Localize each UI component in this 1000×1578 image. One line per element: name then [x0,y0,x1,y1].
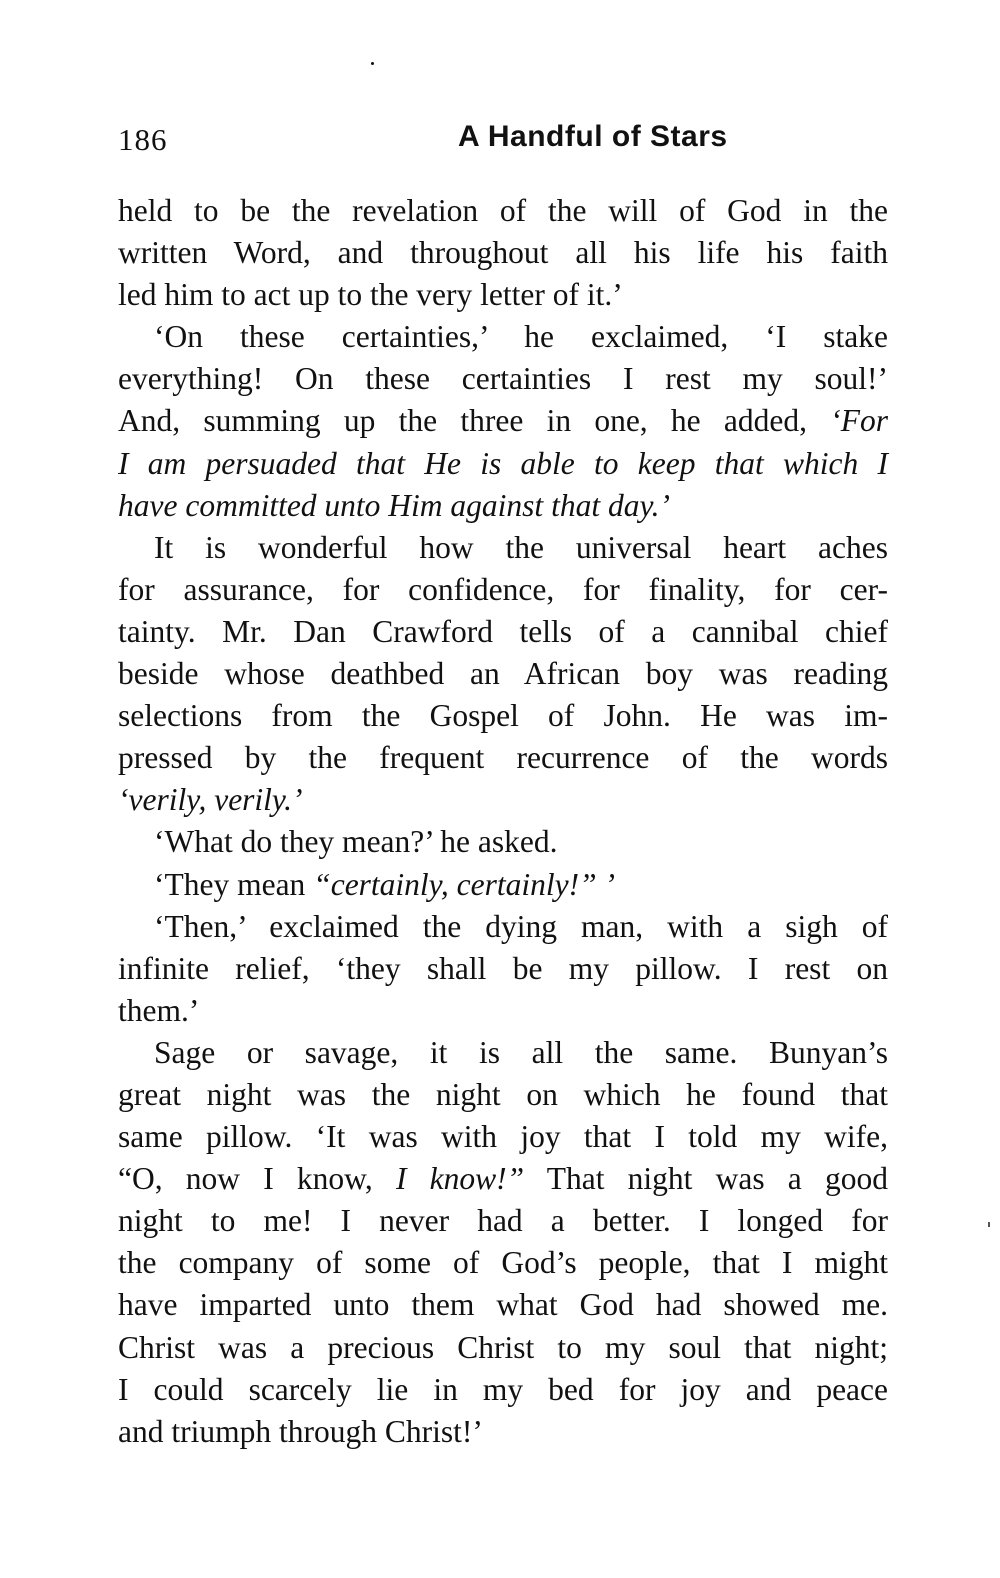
text-line [118,779,888,821]
text-line [118,400,888,442]
text-line [118,1116,888,1158]
text-line [118,1327,888,1369]
text-line [118,316,888,358]
text-line [118,611,888,653]
text-segment: ‘What do they mean?’ he asked. [154,824,558,860]
text-line [118,1074,888,1116]
text-segment: for assurance, for confidence, for finality, for cer- [118,571,888,607]
scan-speck [371,62,374,65]
italic-text: ‘verily, verily.’ [118,782,303,818]
text-line [118,1032,888,1074]
text-line [118,443,888,485]
text-line [118,190,888,232]
italic-text: ‘For [830,403,888,439]
text-segment: tainty. Mr. Dan Crawford tells of a cannibal chief [118,613,888,649]
page-header [118,118,888,168]
text-line [118,1369,888,1411]
text-segment: And, summing up the three in one, he added, [118,403,831,439]
text-line [118,1411,888,1453]
page-number: 186 [118,122,168,157]
scan-speck [988,1222,990,1227]
text-line [118,948,888,990]
text-line [118,821,888,863]
text-segment: them.’ [118,992,200,1028]
text-segment: “O, now I know, [118,1161,396,1197]
text-line [118,232,888,274]
text-line [118,737,888,779]
running-title: A Handful of Stars [458,120,728,153]
text-segment: ‘On these certainties,’ he exclaimed, ‘I stake [154,319,888,355]
text-segment: I could scarcely lie in my bed for joy and peace [118,1371,888,1407]
text-segment: pressed by the frequent recurrence of the words [118,740,888,776]
text-segment: ‘They mean [154,866,314,902]
italic-text: “certainly, certainly!” ’ [313,866,616,902]
text-line [118,653,888,695]
text-line [118,1200,888,1242]
text-line [118,274,888,316]
body-text [118,190,888,1453]
text-segment: Christ was a precious Christ to my soul that night; [118,1329,888,1365]
text-line [118,864,888,906]
text-line [118,1242,888,1284]
text-segment: Sage or savage, it is all the same. Bunyan’s [154,1034,888,1070]
text-line [118,358,888,400]
text-line [118,1284,888,1326]
italic-text: I know!” [395,1161,525,1197]
text-segment: everything! On these certainties I rest my soul!’ [118,361,888,397]
italic-text: I am persuaded that He is able to keep that which I [118,445,888,481]
text-segment: That night was a good [524,1161,888,1197]
text-line [118,485,888,527]
text-line [118,695,888,737]
text-segment: the company of some of God’s people, that I might [118,1245,888,1281]
text-segment: same pillow. ‘It was with joy that I told my wife, [118,1119,888,1155]
text-line [118,527,888,569]
text-line [118,569,888,611]
text-segment: beside whose deathbed an African boy was reading [118,656,888,692]
text-line [118,906,888,948]
text-segment: and triumph through Christ!’ [118,1413,483,1449]
text-segment: night to me! I never had a better. I longed for [118,1203,888,1239]
text-segment: have imparted unto them what God had showed me. [118,1287,888,1323]
text-segment: great night was the night on which he found that [118,1076,888,1112]
text-segment: infinite relief, ‘they shall be my pillow. I rest on [118,950,888,986]
text-line [118,1158,888,1200]
text-line [118,990,888,1032]
italic-text: have committed unto Him against that day.’ [118,487,671,523]
text-segment: It is wonderful how the universal heart aches [154,529,888,565]
text-segment: held to be the revelation of the will of God in the [118,193,888,228]
text-segment: ‘Then,’ exclaimed the dying man, with a sigh of [154,908,888,944]
text-segment: selections from the Gospel of John. He was im- [118,698,888,734]
text-segment: led him to act up to the very letter of it.’ [118,277,623,313]
text-segment: written Word, and throughout all his life his faith [118,235,888,271]
